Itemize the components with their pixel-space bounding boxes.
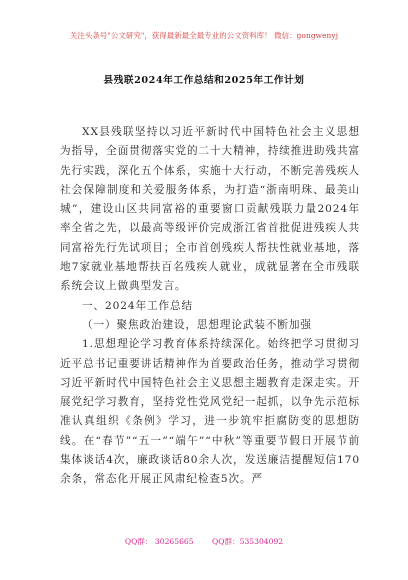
section-heading: 一、2024年工作总结 xyxy=(82,299,194,312)
subsection-paragraph: 1.思想理论学习教育体系持续深化。始终把学习贯彻习近平总书记重要讲话精神作为首要政治任务，推动学习贯彻习近平新时代中国特色社会主义思想主题教育走深走实。开展党纪学习教育，坚持党性党风党纪一起抓，以争先示范标准认真组织《条例》学习，进一步筑牢拒腐防变的思想防线。在“春节”“五一”“端午”“中秋”等重要节假日开展节前集体谈话4次，廉政谈话80余人次，发送廉洁提醒短信170余条，常态化开展正风肃纪检查5次。严 xyxy=(60,338,360,486)
intro-paragraph: XX县残联坚持以习近平新时代中国特色社会主义思想为指导，全面贯彻落实党的二十大精神，持续推进助残共富先行实践，深化五个体系，实施十大行动，不断完善残疾人社会保障制度和关爱服务体系，为打造“浙南明珠、最美山城”，建设山区共同富裕的重要窗口贡献残联力量2024年率全省之先，以最高等级评价完成浙江省首批促进残疾人共同富裕先行先试项目；全市首创残疾人帮扶性就业基地，落地7家就业基地帮扶百名残疾人就业，成就显著在全市残联系统会议上做典型发言。 xyxy=(60,126,360,293)
subsection-heading: （一）聚焦政治建设，思想理论武装不断加强 xyxy=(82,318,312,331)
footer-contacts xyxy=(0,536,408,547)
promo-banner: 关注头条号"公文研究"，获得最新最全最专业的公文资料库！ 微信：gongwenyj xyxy=(69,31,339,40)
footer-qq-group-1: QQ群： 30265665 xyxy=(124,537,194,546)
footer-qq-group-2: QQ群：535304092 xyxy=(212,537,284,546)
document-body xyxy=(60,123,360,490)
page-title: 县残联2024年工作总结和2025年工作计划 xyxy=(103,75,305,86)
